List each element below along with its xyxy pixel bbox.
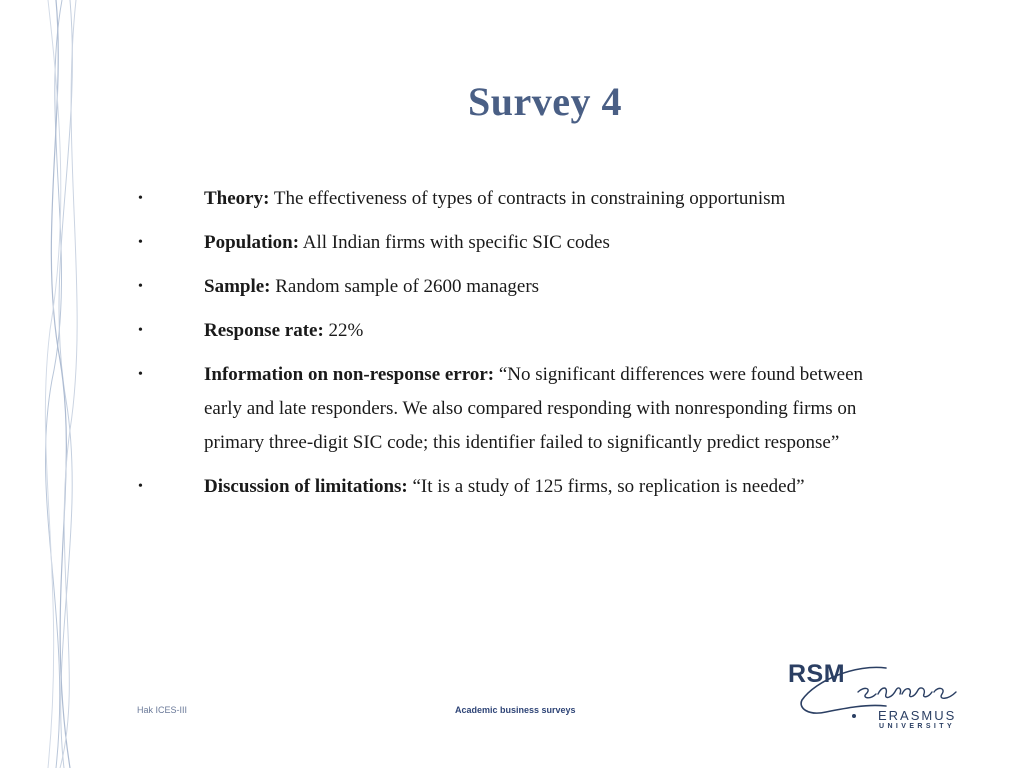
bullet-term: Theory: [204,188,270,209]
bullet-item-non-response-error [134,358,904,460]
bullet-text: “No significant differences were found between early and late responders. We also compared responding with nonresponding firms on primary three-digit SIC code; this identifier failed to significantly predict response” [204,364,864,453]
bullet-marker: • [138,191,143,206]
bullet-text: The effectiveness of types of contracts in constraining opportunism [269,188,786,209]
rsm-erasmus-logo [786,660,966,736]
footer-author: Hak ICES-III [137,705,188,715]
bullet-marker: • [138,235,143,250]
logo-university-text: UNIVERSITY [879,723,956,730]
bullet-term: Sample: [204,276,271,297]
bullet-item-limitations [134,470,904,504]
bullet-text: Random sample of 2600 managers [270,276,540,297]
bullet-marker: • [138,279,143,294]
logo-rsm-text: RSM [788,660,846,688]
bullet-text: 22% [323,320,364,341]
bullet-text: “It is a study of 125 firms, so replication is needed” [407,476,805,497]
bullet-marker: • [138,367,143,382]
decorative-lines [0,0,110,768]
footer-title: Academic business surveys [455,705,576,715]
logo-erasmus-text: ERASMUS [878,708,957,723]
bullet-term: Discussion of limitations: [204,476,408,497]
slide-title: Survey 4 [468,79,622,124]
bullet-item-theory [134,182,904,216]
bullet-text: All Indian firms with specific SIC codes [299,232,610,253]
bullet-item-sample [134,270,904,304]
bullet-list [134,182,904,514]
bullet-term: Information on non-response error: [204,364,495,385]
bullet-term: Population: [204,232,300,253]
bullet-item-population [134,226,904,260]
bullet-marker: • [138,479,143,494]
bullet-term: Response rate: [204,320,324,341]
bullet-marker: • [138,323,143,338]
bullet-item-response-rate [134,314,904,348]
